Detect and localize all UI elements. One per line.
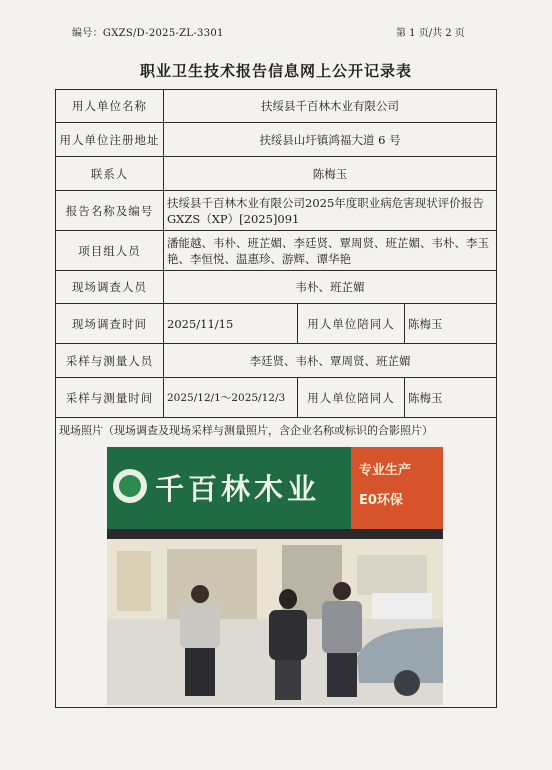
team-label: 项目组人员 (56, 231, 164, 271)
survey-time-label: 现场调查时间 (56, 304, 164, 344)
sampling-accompany-value: 陈梅玉 (405, 378, 497, 418)
sampling-staff-label: 采样与测量人员 (56, 344, 164, 378)
employer-label: 用人单位名称 (56, 90, 164, 123)
page-number: 第 1 页/共 2 页 (396, 28, 465, 39)
document-title: 职业卫生技术报告信息网上公开记录表 (139, 62, 412, 80)
contact-value: 陈梅玉 (164, 157, 497, 191)
address-value: 扶绥县山圩镇鸿福大道 6 号 (164, 123, 497, 157)
sampling-time-value: 2025/12/1～2025/12/3 (164, 378, 298, 418)
survey-time-value: 2025/11/15 (164, 304, 298, 344)
team-value: 潘能越、韦朴、班芷媚、李廷贤、覃周贤、班芷媚、韦朴、李玉艳、李恒悦、温惠珍、游辉、谭华艳 (164, 231, 497, 271)
survey-staff-label: 现场调查人员 (56, 271, 164, 304)
survey-accompany-label: 用人单位陪同人 (298, 304, 405, 344)
document-code: 编号：GXZS/D-2025-ZL-3301 (72, 28, 224, 39)
survey-accompany-value: 陈梅玉 (405, 304, 497, 344)
sign-slogan-2: E0环保 (359, 493, 403, 508)
employer-value: 扶绥县千百林木业有限公司 (164, 90, 497, 123)
sampling-accompany-label: 用人单位陪同人 (298, 378, 405, 418)
photo-caption: 现场照片（现场调查及现场采样与测量照片，含企业名称或标识的合影照片） (59, 424, 433, 437)
sign-slogan-1: 专业生产 (359, 463, 412, 478)
sampling-staff-value: 李廷贤、韦朴、覃周贤、班芷媚 (164, 344, 497, 378)
report-value: 扶绥县千百林木业有限公司2025年度职业病危害现状评价报告 GXZS（XP）[2025]091 (164, 191, 497, 231)
contact-label: 联系人 (56, 157, 164, 191)
site-photo (107, 447, 443, 705)
survey-staff-value: 韦朴、班芷媚 (164, 271, 497, 304)
sampling-time-label: 采样与测量时间 (56, 378, 164, 418)
company-sign: 千百林木业 (155, 472, 321, 506)
address-label: 用人单位注册地址 (56, 123, 164, 157)
report-label: 报告名称及编号 (56, 191, 164, 231)
